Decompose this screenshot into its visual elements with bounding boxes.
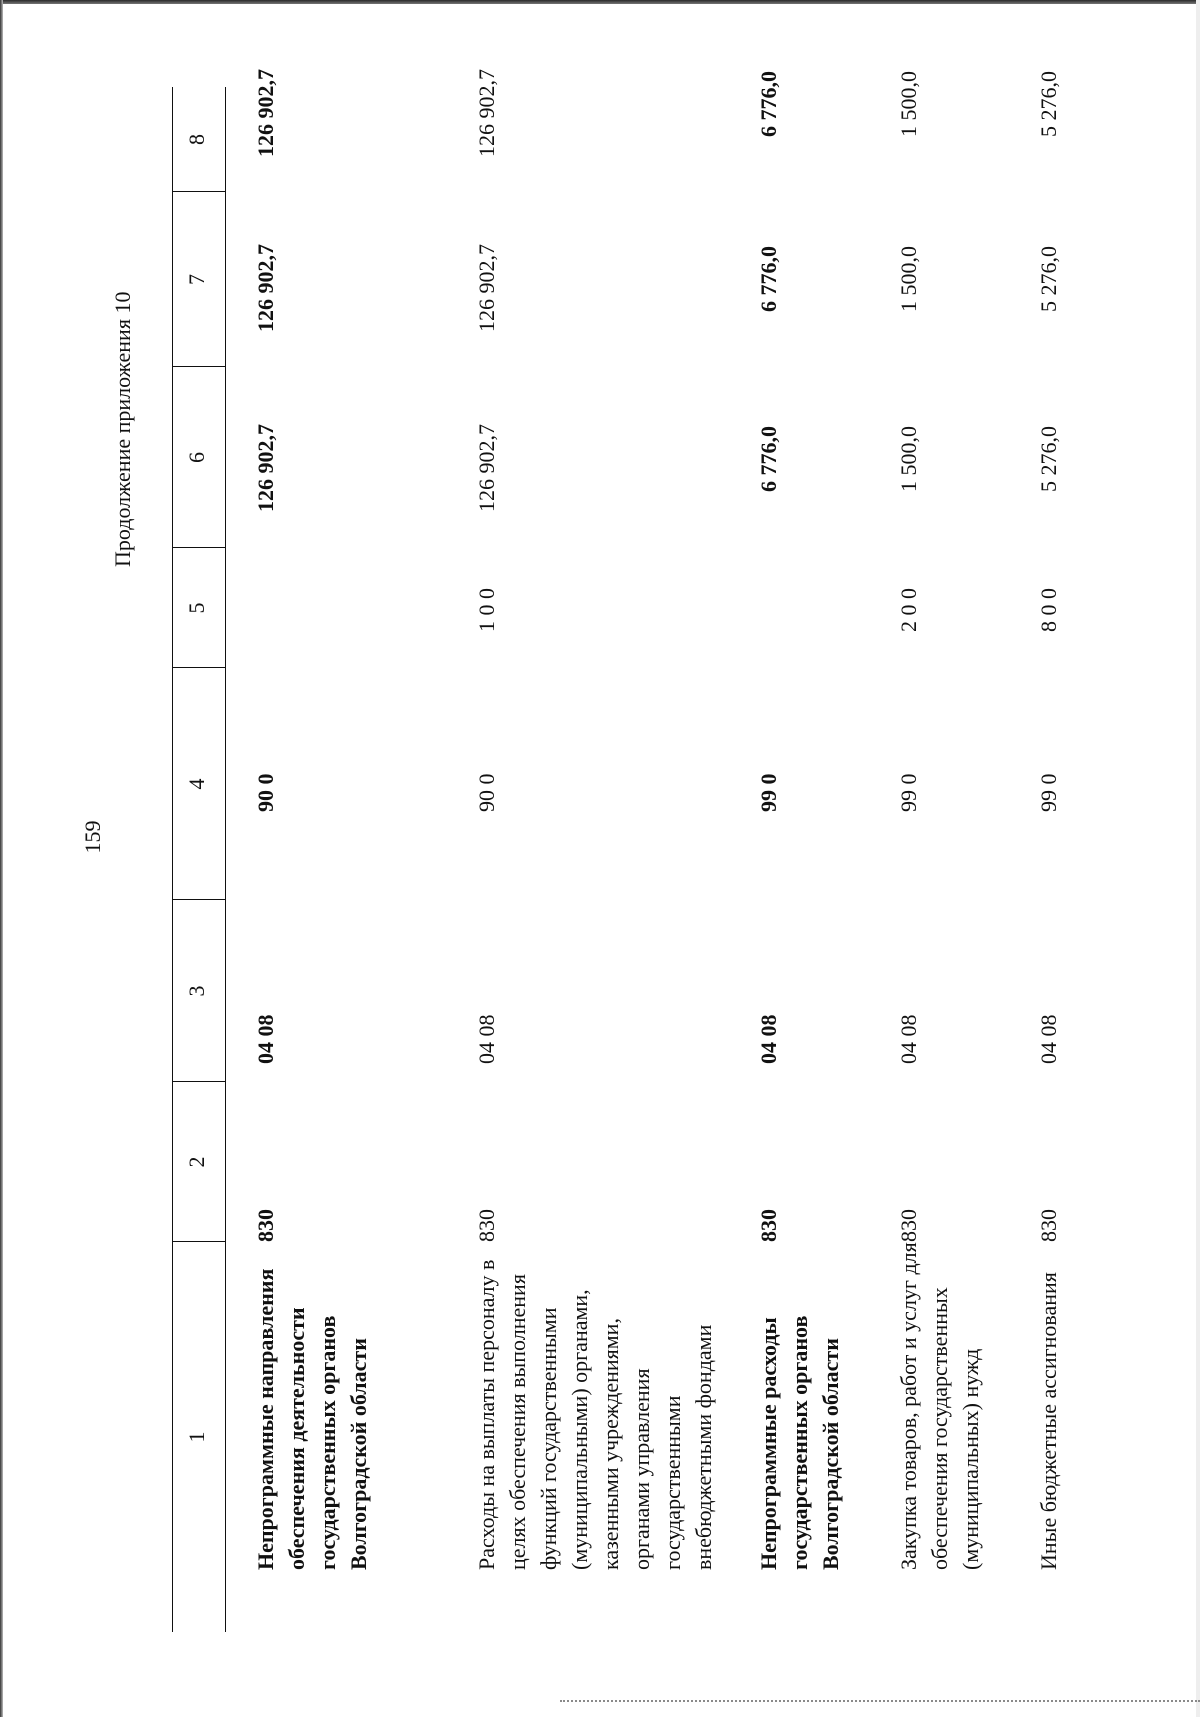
row-code-section: 04 08 xyxy=(474,1014,499,1064)
row-amount-col8: 1 500,0 xyxy=(896,71,921,137)
row-code-target: 90 0 xyxy=(253,773,278,812)
row-name: Непрограммные расходы государственных органов Волгоградской области xyxy=(756,1315,843,1570)
row-amount-col8: 126 902,7 xyxy=(474,69,499,157)
row-amount-col7: 126 902,7 xyxy=(474,244,499,332)
row-code-expense-type: 1 0 0 xyxy=(474,588,499,632)
col-header-6: 6 xyxy=(184,452,209,463)
table-row xyxy=(893,71,1033,1632)
col-header-1: 1 xyxy=(184,1431,209,1443)
row-amount-col8: 6 776,0 xyxy=(756,71,781,137)
row-amount-col6: 126 902,7 xyxy=(253,424,278,512)
row-amount-col7: 6 776,0 xyxy=(756,246,781,312)
row-name: Непрограммные направления обеспечения деятельности государственных органов Волгоградской области xyxy=(253,1268,371,1570)
row-code-target: 99 0 xyxy=(1036,773,1061,812)
row-code-target: 90 0 xyxy=(474,773,499,812)
row-code-expense-type: 2 0 0 xyxy=(896,588,921,632)
row-code-ministry: 830 xyxy=(756,1209,781,1242)
row-amount-col8: 126 902,7 xyxy=(253,69,278,157)
table-row xyxy=(471,69,753,1632)
row-code-section: 04 08 xyxy=(756,1014,781,1064)
row-amount-col6: 6 776,0 xyxy=(756,426,781,492)
row-amount-col7: 1 500,0 xyxy=(896,246,921,312)
budget-table xyxy=(172,69,1113,1632)
row-code-ministry: 830 xyxy=(253,1209,278,1242)
row-name: Расходы на выплаты персоналу в целях обеспечения выполнения функций государственными (муниципальными) органами, казенными учреждениями, органами управления государственными внебюджетными фондами xyxy=(474,1259,716,1570)
row-amount-col7: 5 276,0 xyxy=(1036,246,1061,312)
row-code-target: 99 0 xyxy=(756,773,781,812)
col-header-3: 3 xyxy=(184,985,209,997)
row-amount-col6: 5 276,0 xyxy=(1036,426,1061,492)
annex-continuation-note: Продолжение приложения 10 xyxy=(110,291,135,567)
row-code-section: 04 08 xyxy=(1036,1014,1061,1064)
row-code-section: 04 08 xyxy=(896,1014,921,1064)
table-row xyxy=(1033,71,1113,1632)
row-code-ministry: 830 xyxy=(896,1209,921,1242)
row-code-expense-type: 8 0 0 xyxy=(1036,588,1061,632)
row-name: Закупка товаров, работ и услуг для обеспечения государственных (муниципальных) нужд xyxy=(896,1242,983,1570)
page-number: 159 xyxy=(80,820,105,854)
row-amount-col6: 126 902,7 xyxy=(474,424,499,512)
col-header-5: 5 xyxy=(184,602,209,614)
row-code-ministry: 830 xyxy=(474,1209,499,1242)
row-amount-col6: 1 500,0 xyxy=(896,426,921,492)
col-header-2: 2 xyxy=(184,1156,209,1168)
row-code-target: 99 0 xyxy=(896,773,921,812)
row-name: Иные бюджетные ассигнования xyxy=(1036,1272,1061,1570)
row-amount-col8: 5 276,0 xyxy=(1036,71,1061,137)
table-row xyxy=(226,69,471,1632)
col-header-7: 7 xyxy=(184,274,209,285)
col-header-8: 8 xyxy=(184,134,209,145)
row-amount-col7: 126 902,7 xyxy=(253,244,278,332)
row-code-ministry: 830 xyxy=(1036,1209,1061,1242)
row-code-section: 04 08 xyxy=(253,1014,278,1064)
table-row xyxy=(753,71,893,1632)
col-header-4: 4 xyxy=(184,778,209,790)
table-header xyxy=(172,87,226,1632)
